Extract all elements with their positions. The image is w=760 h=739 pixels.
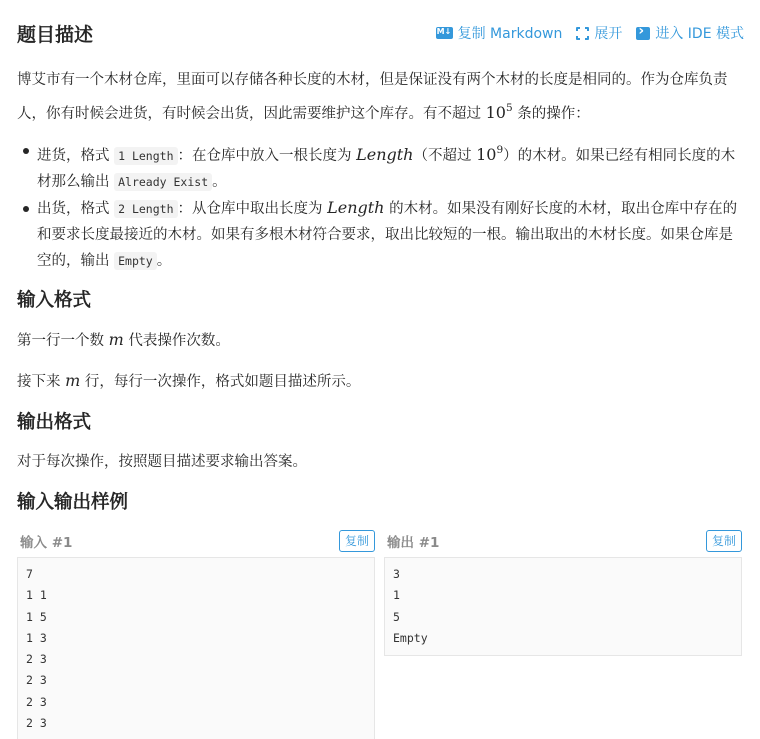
expand-label: 展开 [594,26,623,42]
copy-input-button[interactable]: 复制 [339,530,375,552]
ide-mode-button[interactable] [636,23,744,43]
terminal-icon [636,27,650,40]
description-header [17,0,744,66]
sample-line: 5 [393,609,400,624]
sample-line: 2 3 [26,652,47,667]
op-text: ）的木材。如果已经有相同长度的木材那么输出 [37,148,736,190]
samples-container [17,528,744,739]
output-format-text: 对于每次操作，按照题目描述要求输出答案。 [17,454,307,470]
sample-input-header [17,528,375,554]
sample-output-box[interactable] [384,557,742,656]
sample-output-header [384,528,742,554]
list-item [37,195,744,274]
op-format-code: 2 Length [114,200,177,218]
list-item [37,137,744,195]
op-name: 进货，格式 [37,148,115,164]
op-text: 。 [212,174,227,190]
sample-line: 1 1 [26,588,47,603]
op-text: 的木材。如果没有刚好长度的木材，取出仓库中存在的和要求长度最接近的木材。如果有多根木材符合要求，取出比较短的一根。输出取出的木材长度。如果仓库是空的，输出 [37,201,738,269]
op-math-base: 10 [476,145,497,164]
op-name: 出货，格式 [37,201,115,217]
sample-output [384,528,742,739]
input-format-line1 [17,326,744,355]
input-format-text: 行，每行一次操作，格式如题目描述所示。 [80,374,361,390]
ide-mode-label: 进入 IDE 模式 [655,26,744,42]
op-math-var: Length [327,198,385,217]
operations-list [17,137,744,274]
copy-markdown-label: 复制 Markdown [457,26,563,42]
markdown-icon [436,27,453,39]
sample-input [17,528,375,739]
sample-line: 2 3 [26,694,47,709]
op-math-exp: 9 [496,144,504,156]
expand-button[interactable] [576,23,622,43]
op-output-code: Already Exist [114,173,212,191]
bullet [23,206,29,212]
description-intro [17,66,744,128]
intro-math-base: 10 [485,103,506,122]
header-actions [436,23,744,43]
op-text: 。 [156,253,172,269]
sample-output-title: 输出 #1 [387,535,440,551]
sample-input-title: 输入 #1 [20,535,73,551]
math-var: m [65,371,81,390]
sample-line: 2 3 [26,673,47,688]
input-format-line2 [17,367,744,396]
sample-line: 3 [393,567,400,581]
input-format-title: 输入格式 [17,290,92,311]
op-text: （不超过 [413,148,477,164]
sample-line: Empty [393,630,428,645]
intro-text: 博艾市有一个木材仓库，里面可以存储各种长度的木材，但是保证没有两个木材的长度是相同的。作为仓库负责人，你有时候会进货，有时候会出货，因此需要维护这个库存。有不超过 [17,72,728,122]
copy-output-button[interactable]: 复制 [706,530,742,552]
sample-line: 7 [26,567,33,581]
input-format-text: 接下来 [17,374,66,390]
op-text: ：在仓库中放入一根长度为 [177,148,357,164]
sample-line: 1 [393,588,400,603]
description-title: 题目描述 [17,23,94,46]
bullet [23,148,29,154]
op-output-code: Empty [114,252,157,270]
output-format-title: 输出格式 [17,412,92,433]
input-format-text: 代表操作次数。 [123,333,230,349]
expand-icon [576,27,589,40]
sample-line: 1 5 [26,609,47,624]
samples-title: 输入输出样例 [17,492,129,513]
sample-input-box[interactable] [17,557,375,739]
intro-math-exp: 5 [505,102,513,114]
op-math-var: Length [356,145,414,164]
sample-line: 2 3 [26,716,47,731]
copy-markdown-button[interactable] [436,23,563,43]
intro-text-end: 条的操作： [512,106,590,122]
input-format-text: 第一行一个数 [17,333,109,349]
math-var: m [108,330,124,349]
sample-line: 1 3 [26,630,47,645]
op-text: ：从仓库中取出长度为 [177,201,328,217]
op-format-code: 1 Length [114,147,177,165]
